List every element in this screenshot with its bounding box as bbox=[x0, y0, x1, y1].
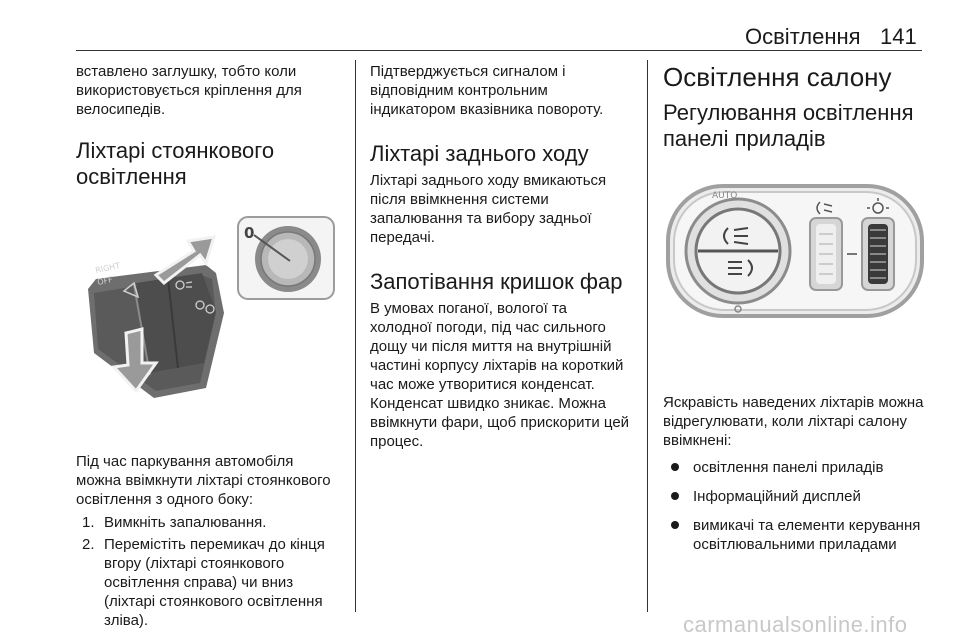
parking-lights-paragraph: Під час паркування автомобіля можна ввімкнути ліхтарі стоянкового освітлення з одного боку: bbox=[76, 453, 331, 508]
list-item: освітлення панелі приладів bbox=[663, 458, 925, 477]
column-middle bbox=[370, 62, 632, 451]
instrument-brightness-wheel bbox=[862, 218, 894, 290]
lever-stalk-illustration bbox=[88, 261, 224, 398]
lever-label-off: OFF bbox=[96, 274, 114, 287]
bullet-list bbox=[663, 458, 925, 554]
page-header bbox=[0, 0, 960, 52]
headlight-range-wheel bbox=[810, 218, 842, 290]
light-switch-panel-figure bbox=[663, 176, 927, 346]
list-item: 2. Перемістіть перемикач до кінця вгору (ліхтарі стоянкового освітлення справа) чи вниз (ліхтарі стоянкового освітлення зліва). bbox=[82, 536, 325, 629]
page-number: 141 bbox=[880, 24, 917, 49]
column-right bbox=[663, 62, 925, 564]
ignition-key-inset bbox=[238, 217, 334, 299]
intro-text: Підтверджується сигналом і відповідним контрольним індикатором вказівника повороту. bbox=[370, 63, 604, 118]
list-item: Інформаційний дисплей bbox=[663, 487, 925, 506]
column-divider bbox=[647, 60, 648, 612]
intro-text: вставлено заглушку, тобто коли використовується кріплення для велосипедів. bbox=[76, 63, 302, 118]
section-title-reverse-lights: Ліхтарі заднього ходу bbox=[370, 141, 589, 166]
steps-list bbox=[76, 513, 342, 630]
lever-label-right: RIGHT bbox=[94, 260, 121, 275]
column-divider bbox=[355, 60, 356, 612]
ignition-position-label: 0 bbox=[244, 224, 255, 242]
header-divider bbox=[76, 50, 922, 51]
section-title-fogged-covers: Запотівання кришок фар bbox=[370, 269, 623, 294]
column-left bbox=[76, 62, 342, 633]
list-item: вимикачі та елементи керування освітлювальними приладами bbox=[663, 516, 925, 554]
header-title: Освітлення bbox=[745, 24, 861, 49]
main-title-interior-lighting: Освітлення салону bbox=[663, 62, 892, 92]
watermark: carmanualsonline.info bbox=[683, 612, 908, 637]
subtitle-instrument-dimming: Регулювання освітлення панелі приладів bbox=[663, 100, 914, 151]
fogged-covers-paragraph: В умовах поганої, вологої та холодної погоди, під час сильного дощу чи після миття на внутрішній частині корпусу ліхтарів на короткий час може утворитися конденсат. Конденсат швидко зникає. Можна ввімкнути фари, щоб прискорити цей процес. bbox=[370, 300, 630, 450]
reverse-lights-paragraph: Ліхтарі заднього ходу вмикаються після ввімкнення системи запалювання та вибору задньої передачі. bbox=[370, 172, 607, 246]
auto-label: AUTO bbox=[712, 191, 738, 201]
parking-lights-figure bbox=[76, 213, 340, 421]
brightness-paragraph: Яскравість наведених ліхтарів можна відрегулювати, коли ліхтарі салону ввімкнені: bbox=[663, 394, 924, 449]
list-item: 1. Вимкніть запалювання. bbox=[82, 514, 267, 531]
section-title-parking-lights: Ліхтарі стоянкового освітлення bbox=[76, 138, 275, 189]
